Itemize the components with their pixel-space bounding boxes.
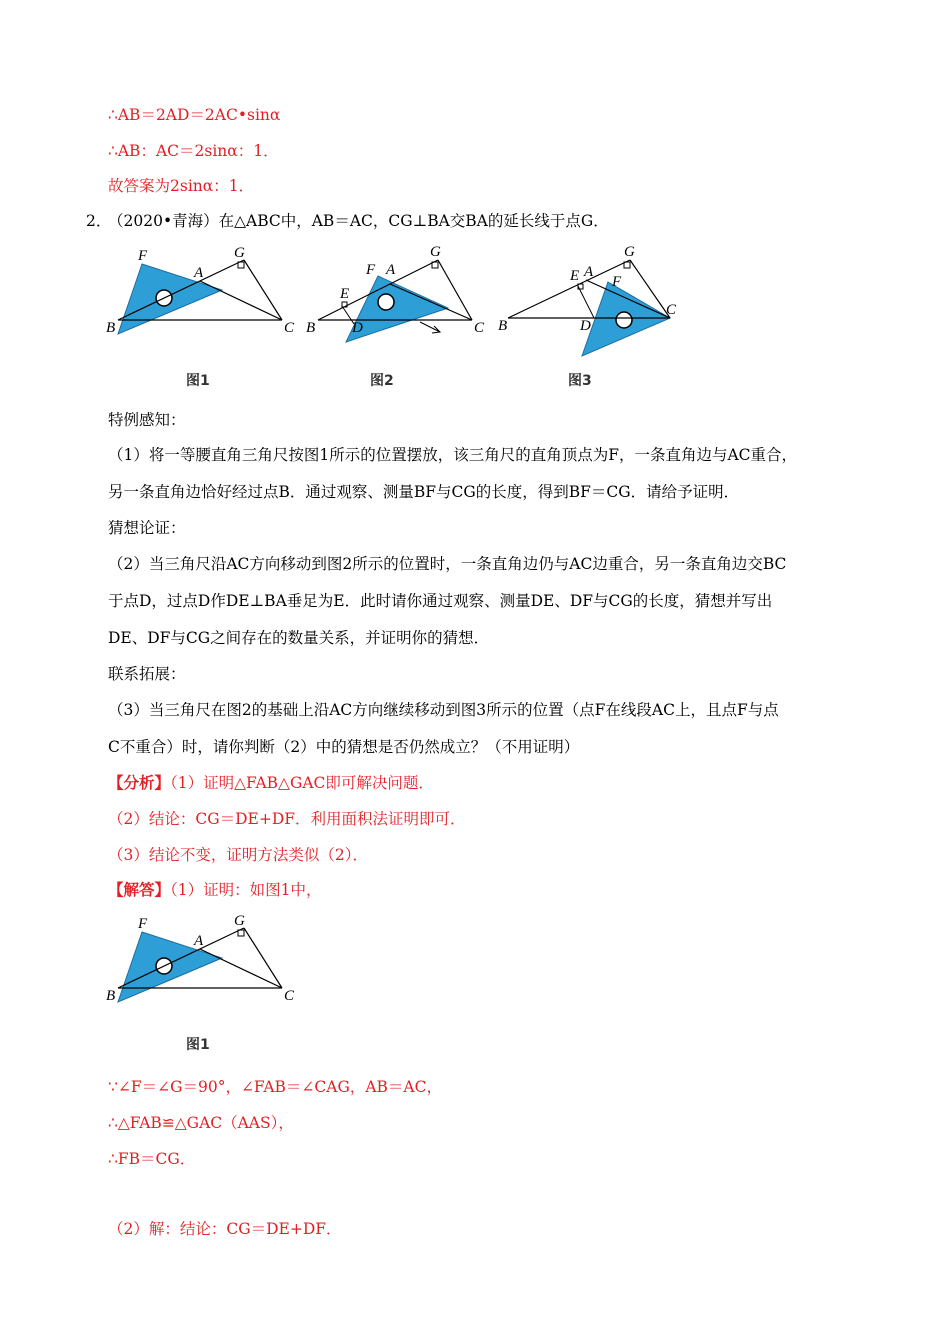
section-title-conjecture: 猜想论证：: [108, 519, 186, 537]
label-D: D: [580, 318, 591, 334]
label-B: B: [106, 988, 116, 1004]
ruler-hole: [378, 294, 394, 310]
label-F: F: [612, 274, 622, 290]
question-1-line-2: 另一条直角边恰好经过点B．通过观察、测量BF与CG的长度，得到BF＝CG．请给予证明．: [108, 483, 740, 501]
solution-figure-caption: 图1: [186, 1037, 210, 1053]
solution-line-4: ∴FB＝CG．: [108, 1150, 196, 1168]
solution-tag: 【解答】: [108, 880, 171, 899]
prev-line-2: ∴AB：AC＝2sinα：1．: [108, 142, 279, 160]
analysis-text-1: （1）证明△FAB△GAC即可解决问题．: [170, 774, 434, 792]
figure-2-caption: 图2: [370, 373, 394, 389]
solution-line-5: （2）解：结论：CG＝DE+DF．: [108, 1220, 342, 1238]
analysis-line-1: [108, 773, 434, 793]
prev-line-3: 故答案为2sinα：1．: [108, 177, 255, 195]
problem-stem: （2020•青海）在△ABC中，AB＝AC，CG⊥BA交BA的延长线于点G．: [108, 212, 609, 230]
problem-number: 2．: [86, 212, 112, 230]
figure-1: [100, 240, 300, 350]
prev-line-1: ∴AB＝2AD＝2AC•sinα: [108, 106, 281, 124]
label-F: F: [138, 248, 148, 264]
label-G: G: [234, 913, 245, 929]
label-C: C: [284, 988, 295, 1004]
label-F: F: [138, 916, 148, 932]
analysis-tag: 【分析】: [108, 773, 171, 792]
label-C: C: [284, 320, 295, 336]
figure-1-caption: 图1: [186, 373, 210, 389]
question-3-line-2: C不重合）时，请你判断（2）中的猜想是否仍然成立？（不用证明）: [108, 738, 580, 756]
figure-3-caption: 图3: [568, 373, 592, 389]
ruler-hole: [616, 312, 632, 328]
figure-3: [490, 240, 690, 365]
solution-figure-1: [100, 908, 300, 1018]
section-title-extension: 联系拓展：: [108, 665, 186, 683]
analysis-line-2: （2）结论：CG＝DE+DF．利用面积法证明即可．: [108, 810, 466, 828]
label-G: G: [234, 245, 245, 261]
section-title-special: 特例感知：: [108, 411, 186, 429]
solution-line-3: ∴△FAB≌△GAC（AAS），: [108, 1114, 294, 1132]
question-3-line-1: （3）当三角尺在图2的基础上沿AC方向继续移动到图3所示的位置（点F在线段AC上，且点F与点: [108, 701, 779, 719]
label-G: G: [430, 244, 441, 260]
label-E: E: [340, 286, 350, 302]
question-2-line-3: DE、DF与CG之间存在的数量关系，并证明你的猜想．: [108, 629, 490, 647]
label-G: G: [624, 244, 635, 260]
label-A: A: [386, 262, 396, 278]
question-1-line-1: （1）将一等腰直角三角尺按图1所示的位置摆放，该三角尺的直角顶点为F，一条直角边与AC重合，: [108, 446, 798, 464]
question-2-line-1: （2）当三角尺沿AC方向移动到图2所示的位置时，一条直角边仍与AC边重合，另一条直角边交BC: [108, 555, 787, 573]
label-E: E: [570, 268, 580, 284]
solution-line-1: [108, 880, 322, 900]
label-B: B: [306, 320, 316, 336]
label-B: B: [498, 318, 508, 334]
solution-text-1: （1）证明：如图1中，: [170, 881, 322, 899]
analysis-line-3: （3）结论不变，证明方法类似（2）．: [108, 846, 368, 864]
label-A: A: [194, 265, 204, 281]
label-A: A: [194, 933, 204, 949]
figure-2: [300, 240, 490, 350]
label-B: B: [106, 320, 116, 336]
label-C: C: [666, 302, 677, 318]
label-D: D: [352, 320, 363, 336]
question-2-line-2: 于点D，过点D作DE⊥BA垂足为E．此时请你通过观察、测量DE、DF与CG的长度，猜想并写出: [108, 592, 773, 610]
label-A: A: [584, 264, 594, 280]
label-C: C: [474, 320, 485, 336]
solution-line-2: ∵∠F＝∠G＝90°，∠FAB＝∠CAG，AB＝AC，: [108, 1078, 442, 1096]
label-F: F: [366, 262, 376, 278]
